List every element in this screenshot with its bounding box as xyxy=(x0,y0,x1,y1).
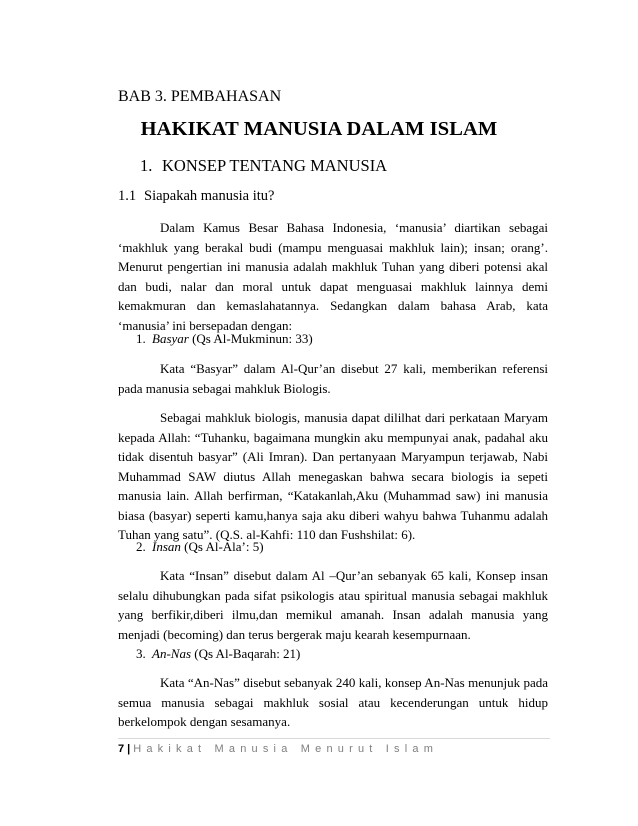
list-item-an-nas xyxy=(136,646,300,662)
subsection-number: 1.1 xyxy=(118,188,137,204)
chapter-heading: BAB 3. PEMBAHASAN xyxy=(118,88,282,105)
list-item-basyar xyxy=(136,331,313,347)
section-number: 1. xyxy=(140,156,153,175)
paragraph-text: Kata “Basyar” dalam Al-Qur’an disebut 27 kali, memberikan referensi pada manusia sebagai mahkluk Biologis. xyxy=(118,361,548,396)
item-reference: (Qs Al-Ala’: 5) xyxy=(180,539,264,554)
an-nas-paragraph xyxy=(118,673,548,732)
item-number: 1. xyxy=(136,331,146,346)
basyar-paragraph-2 xyxy=(118,408,548,545)
page-number: 7 xyxy=(118,743,125,755)
intro-text: Dalam Kamus Besar Bahasa Indonesia, ‘manusia’ diartikan sebagai ‘makhluk yang berakal budi (mampu menguasai makhluk lain); insan; orang’. Menurut pengertian ini manusia adalah makhluk Tuhan yang diberi potensi akal dan budi, nalar dan moral untuk dapat menguasai makhluk lainnya demi kemakmuran dan kemaslahatannya. Sedangkan dalam bahasa Arab, kata ‘manusia’ ini bersepadan dengan: xyxy=(118,220,548,333)
insan-paragraph xyxy=(118,566,548,644)
footer-separator: | xyxy=(127,743,131,755)
footer-title: Hakikat Manusia Menurut Islam xyxy=(133,743,439,755)
paragraph-text: Kata “An-Nas” disebut sebanyak 240 kali, konsep An-Nas menunjuk pada semua manusia sebagai makhluk sosial atau kecenderungan untuk hidup berkelompok dengan sesamanya. xyxy=(118,675,548,729)
item-reference: (Qs Al-Mukminun: 33) xyxy=(188,331,313,346)
paragraph-text: Kata “Insan” disebut dalam Al –Qur’an sebanyak 65 kali, Konsep insan selalu dihubungkan pada sifat psikologis atau spiritual manusia sebagai makhluk yang berfikir,diberi ilmu,dan memikul amanah. Insan adalah manusia yang menjadi (becoming) dan terus bergerak maju kearah kesempurnaan. xyxy=(118,568,548,642)
page-footer xyxy=(118,743,438,755)
subsection-heading xyxy=(118,188,274,205)
footer-divider xyxy=(118,738,550,739)
item-number: 2. xyxy=(136,539,146,554)
intro-paragraph xyxy=(118,218,548,335)
item-term: Basyar xyxy=(152,331,189,346)
list-item-insan xyxy=(136,539,264,555)
document-title: HAKIKAT MANUSIA DALAM ISLAM xyxy=(140,118,498,140)
section-heading xyxy=(140,156,387,176)
section-label: KONSEP TENTANG MANUSIA xyxy=(162,156,388,175)
item-reference: (Qs Al-Baqarah: 21) xyxy=(191,646,301,661)
paragraph-text: Sebagai mahkluk biologis, manusia dapat dililhat dari perkataan Maryam kepada Allah: “Tuhanku, bagaimana mungkin aku mempunyai anak, padahal aku tidak disentuh basyar” (Ali Imran). Dan pertanyaan Maryampun terjawab, Nabi Muhammad SAW diutus Allah menegaskan bahwa secara biologis ia sepeti manusia lain. Allah berfirman, “Katakanlah,Aku (Muhammad saw) ini manusia biasa (basyar) seperti kamu,hanya saja aku diberi wahyu bahwa Tuhanmu adalah Tuhan yang satu”. (Q.S. al-Kahfi: 110 dan Fushshilat: 6). xyxy=(118,410,548,542)
basyar-paragraph-1 xyxy=(118,359,548,398)
item-term: Insan xyxy=(152,539,181,554)
item-number: 3. xyxy=(136,646,146,661)
item-term: An-Nas xyxy=(152,646,191,661)
subsection-label: Siapakah manusia itu? xyxy=(144,188,275,204)
